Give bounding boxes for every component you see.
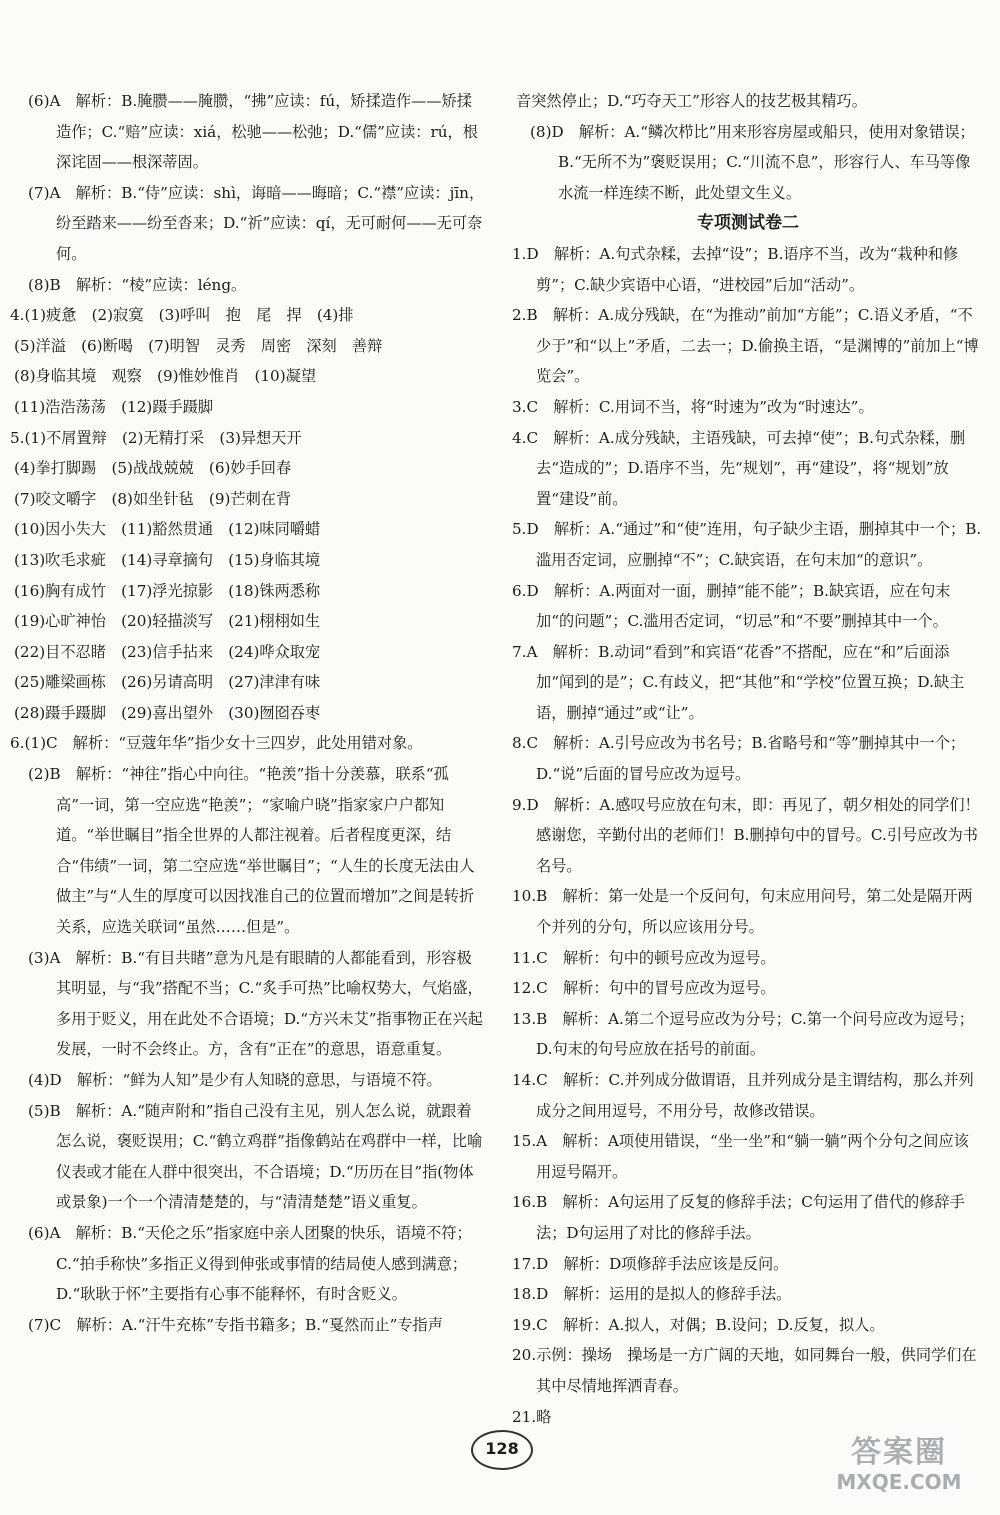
answer-entry: 7.A 解析：B.动词“看到”和宾语“花香”不搭配，应在“和”后面添加“闻到的是”；C.有歧义，把“其他”和“学校”位置互换；D.缺主语，删掉“通过”或“让”。: [512, 642, 965, 722]
answer-entry: 8.C 解析：A.引号应改为书名号；B.省略号和“等”删掉其中一个；D.“说”后面的冒号应改为逗号。: [512, 734, 966, 784]
answer-entry: (4)拳打脚踢 (5)战战兢兢 (6)妙手回春: [14, 459, 292, 478]
answer-entry: (2)B 解析：“神往”指心中向往。“艳羡”指十分羡慕，联系“孤高”一词，第一空应选“艳羡”；“家喻户晓”指家家户户都知道。“举世瞩目”指全世界的人都注视着。后者程度更深，结合“伟绩”一词，第二空应选“举世瞩目”；“人生的长度无法由人做主”与“人生的厚度可以因找准自己的位置而增加”之间是转折关系，应选关联词“虽然……但是”。: [28, 765, 475, 937]
answer-entry: (8)B 解析：“棱”应读：léng。: [28, 275, 247, 294]
watermark-logo: [824, 1435, 974, 1493]
answer-entry: (16)胸有成竹 (17)浮光掠影 (18)铢两悉称: [14, 581, 321, 600]
answer-entry: (5)B 解析：A.“随声附和”指自己没有主见，别人怎么说，就跟着怎么说，褒贬误用；C.“鹤立鸡群”指像鹤站在鸡群中一样，比喻仪表或才能在人群中很突出，不合语境；D.“历历在目”指(物体或景象)一个一个清清楚楚的，与“清清楚楚”语义重复。: [28, 1101, 483, 1212]
answer-entry: 13.B 解析：A.第二个逗号应改为分号；C.第一个问号应改为逗号；D.句末的句号应放在括号的前面。: [512, 1009, 974, 1059]
answer-entry: (8)身临其境 观察 (9)惟妙惟肖 (10)凝望: [14, 367, 317, 386]
answer-entry: 12.C 解析：句中的冒号应改为逗号。: [512, 979, 776, 998]
answer-entry: 11.C 解析：句中的顿号应改为逗号。: [512, 948, 776, 967]
answer-entry: 5.D 解析：A.“通过”和“使”连用，句子缺少主语，删掉其中一个；B.滥用否定词，应删掉“不”；C.缺宾语，在句末加“的意识”。: [512, 520, 982, 569]
page-number: 128: [471, 1430, 533, 1470]
watermark-url: MXQE.COM: [836, 1470, 962, 1494]
answer-entry: (6)A 解析：B.“天伦之乐”指家庭中亲人团聚的快乐，语境不符；C.“拍手称快”多指正义得到伸张或事情的结局使人感到满意；D.“耿耿于怀”主要指有心事不能释怀，有时含贬义。: [28, 1223, 472, 1304]
answer-entry: 3.C 解析：C.用词不当，将“时速为”改为“时速达”。: [512, 397, 874, 416]
answer-entry: 6.D 解析：A.两面对一面，删掉“能不能”；B.缺宾语，应在句末加“的问题”；C.滥用否定词，“切忌”和“不要”删掉其中一个。: [512, 581, 951, 631]
watermark-text: 答案圈: [851, 1435, 947, 1470]
answer-entry: 4.(1)疲惫 (2)寂寞 (3)呼叫 抱 尾 捍 (4)排: [10, 306, 354, 325]
answer-entry: (13)吹毛求疵 (14)寻章摘句 (15)身临其境: [14, 550, 321, 569]
answer-entry: (25)雕梁画栋 (26)另请高明 (27)津津有味: [14, 673, 321, 692]
left-column: [10, 86, 486, 1340]
answer-entry: (7)C 解析：A.“汗牛充栋”专指书籍多；B.“戛然而止”专指声: [28, 1315, 443, 1334]
answer-entry: (7)A 解析：B.“侍”应读：shì，诲暗——晦暗；C.“襟”应读：jīn，纷至踏来——纷至沓来；D.“祈”应读：qí，无可耐何——无可奈何。: [28, 183, 485, 263]
answer-entry: (11)浩浩荡荡 (12)蹑手蹑脚: [14, 397, 214, 416]
answer-entry: 15.A 解析：A项使用错误，“坐一坐”和“躺一躺”两个分句之间应该用逗号隔开。: [512, 1132, 969, 1181]
answer-entry: (10)因小失大 (11)豁然贯通 (12)味同嚼蜡: [14, 520, 321, 539]
section-title: 专项测试卷二: [697, 213, 799, 234]
answer-entry: (7)咬文嚼字 (8)如坐针毡 (9)芒刺在背: [14, 489, 292, 508]
answer-entry: (4)D 解析：“鲜为人知”是少有人知晓的意思，与语境不符。: [28, 1071, 442, 1089]
answer-entry: (8)D 解析：A.“鳞次栉比”用来形容房屋或船只，使用对象错误；B.“无所不为”褒贬误用；C.“川流不息”，形容行人、车马等像水流一样连续不断，此处望文生义。: [530, 122, 975, 202]
answer-entry: 1.D 解析：A.句式杂糅，去掉“设”；B.语序不当，改为“栽种和修剪”；C.缺少宾语中心语，“进校园”后加“活动”。: [512, 244, 959, 294]
answer-entry: 20.示例：操场 操场是一方广阔的天地，如同舞台一般，供同学们在其中尽情地挥洒青春。: [512, 1346, 977, 1395]
answer-entry: (6)A 解析：B.腌臜——腌臜，“拂”应读：fú，矫揉造作——矫揉造作；C.“赔”应读：xiá，松驰——松弛；D.“儒”应读：rú，根深诧固——根深蒂固。: [28, 92, 478, 172]
answer-entry: 6.(1)C 解析：“豆蔻年华”指少女十三四岁，此处用错对象。: [10, 734, 423, 753]
answer-entry: 17.D 解析：D项修辞手法应该是反问。: [512, 1254, 789, 1273]
answer-entry: 19.C 解析：A.拟人，对偶；B.设问；D.反复，拟人。: [512, 1315, 885, 1334]
answer-entry: (28)蹑手蹑脚 (29)喜出望外 (30)囫囵吞枣: [14, 703, 321, 722]
answer-entry: (22)目不忍睹 (23)信手拈来 (24)哗众取宠: [14, 642, 321, 661]
answer-entry: 4.C 解析：A.成分残缺，主语残缺，可去掉“使”；B.句式杂糅，删去“造成的”；D.语序不当，先“规划”，再“建设”，将“规划”放置“建设”前。: [512, 428, 966, 508]
answer-entry: 9.D 解析：A.感叹号应放在句末，即：再见了，朝夕相处的同学们！感谢您，辛勤付出的老师们！B.删掉句中的冒号。C.引号应改为书名号。: [512, 795, 980, 875]
answer-entry: 14.C 解析：C.并列成分做谓语，且并列成分是主谓结构，那么并列成分之间用逗号，不用分号，故修改错误。: [512, 1071, 974, 1120]
answer-entry: 18.D 解析：运用的是拟人的修辞手法。: [512, 1285, 792, 1304]
answer-entry: 音突然停止；D.“巧夺天工”形容人的技艺极其精巧。: [516, 92, 867, 110]
answer-entry: 21.略: [512, 1407, 552, 1426]
answer-entry: (5)洋溢 (6)断喝 (7)明智 灵秀 周密 深刻 善辩: [14, 336, 383, 355]
answer-entry: 16.B 解析：A句运用了反复的修辞手法；C句运用了借代的修辞手法；D句运用了对比的修辞手法。: [512, 1193, 965, 1242]
answer-entry: 5.(1)不屑置辩 (2)无精打采 (3)异想天开: [10, 428, 302, 447]
answer-entry: 10.B 解析：第一处是一个反问句，句末应用问号，第二处是隔开两个并列的分句，所以应该用分号。: [512, 887, 973, 937]
answer-entry: (3)A 解析：B.“有目共睹”意为凡是有眼睛的人都能看到，形容极其明显，与“我”搭配不当；C.“炙手可热”比喻权势大，气焰盛，多用于贬义，用在此处不合语境；D.“方兴未艾”指事物正在兴起发展，一时不会终止。方，含有“正在”的意思，语意重复。: [28, 948, 483, 1059]
right-column: [512, 86, 984, 1432]
answer-entry: (19)心旷神怡 (20)轻描淡写 (21)栩栩如生: [14, 612, 321, 631]
answer-entry: 2.B 解析：A.成分残缺，在“为推动”前加“方能”；C.语义矛盾，“不少于”和“以上”矛盾，二去一；D.偷换主语，“是渊博的”前加上“博览会”。: [512, 306, 979, 386]
